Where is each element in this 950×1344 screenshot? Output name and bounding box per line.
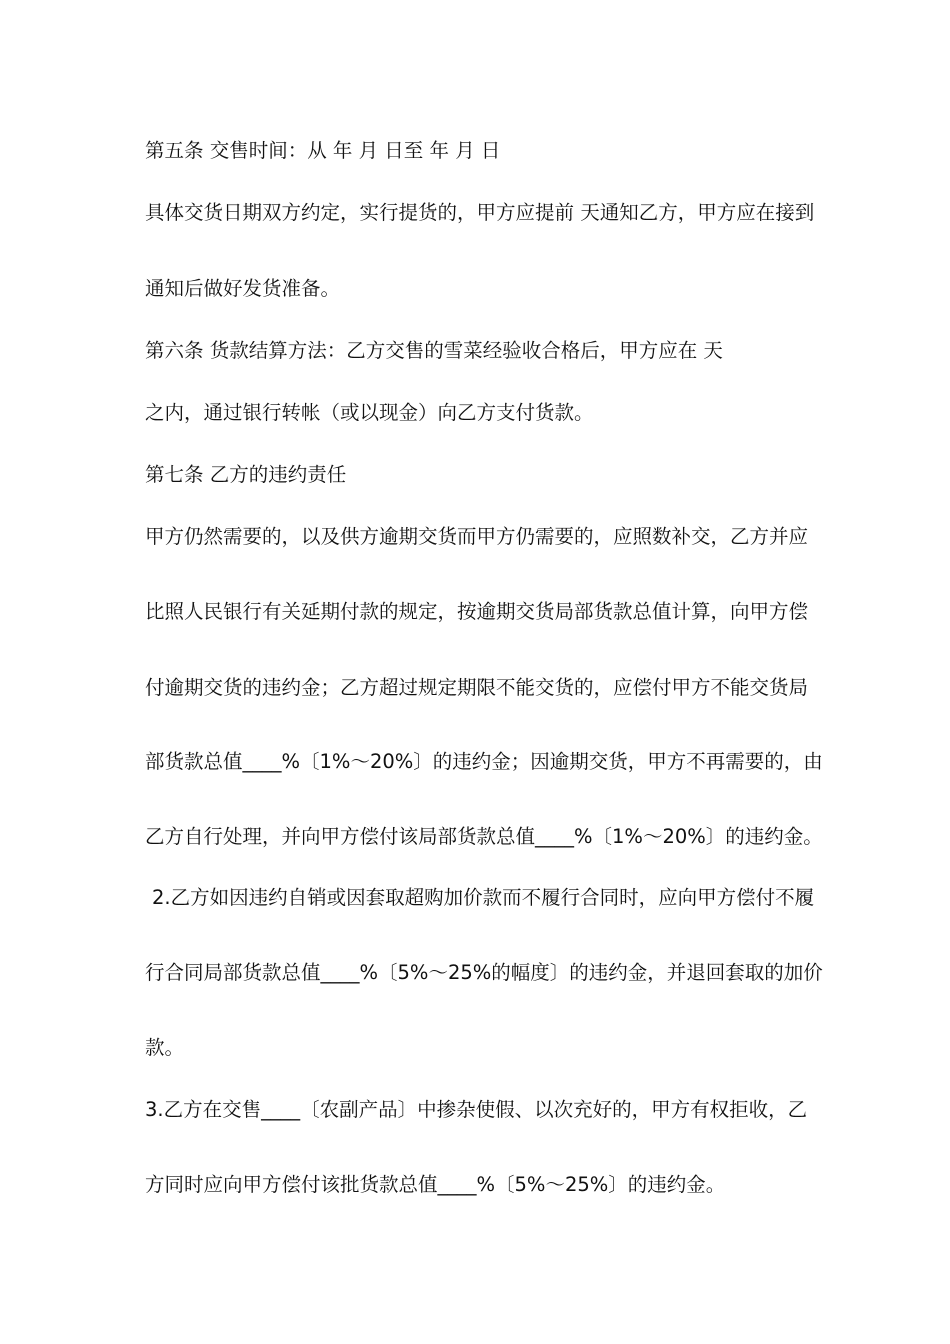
text-line: 第七条 乙方的违约责任 [145, 463, 347, 486]
text-line: 行合同局部货款总值____%〔5%～25%的幅度〕的违约金，并退回套取的加价 [145, 961, 823, 984]
text-line: 第六条 货款结算方法：乙方交售的雪菜经验收合格后，甲方应在 天 [145, 339, 723, 362]
text-line: 之内，通过银行转帐（或以现金）向乙方支付货款。 [145, 401, 594, 424]
text-line: 甲方仍然需要的，以及供方逾期交货而甲方仍需要的，应照数补交，乙方并应 [145, 525, 809, 548]
text-line: 付逾期交货的违约金；乙方超过规定期限不能交货的，应偿付甲方不能交货局 [145, 676, 809, 699]
text-line: 2.乙方如因违约自销或因套取超购加价款而不履行合同时，应向甲方偿付不履 [152, 886, 815, 909]
text-line: 乙方自行处理，并向甲方偿付该局部货款总值____%〔1%～20%〕的违约金。 [145, 825, 823, 848]
text-line: 部货款总值____%〔1%～20%〕的违约金；因逾期交货，甲方不再需要的，由 [145, 750, 823, 773]
text-line: 通知后做好发货准备。 [145, 277, 341, 300]
text-line: 比照人民银行有关延期付款的规定，按逾期交货局部货款总值计算，向甲方偿 [145, 600, 809, 623]
text-line: 具体交货日期双方约定，实行提货的，甲方应提前 天通知乙方，甲方应在接到 [145, 201, 815, 224]
text-line: 第五条 交售时间：从 年 月 日至 年 月 日 [145, 139, 501, 162]
text-line: 3.乙方在交售____〔农副产品〕中掺杂使假、以次充好的，甲方有权拒收，乙 [145, 1098, 808, 1121]
text-line: 方同时应向甲方偿付该批货款总值____%〔5%～25%〕的违约金。 [145, 1173, 726, 1196]
text-line: 款。 [145, 1036, 185, 1059]
